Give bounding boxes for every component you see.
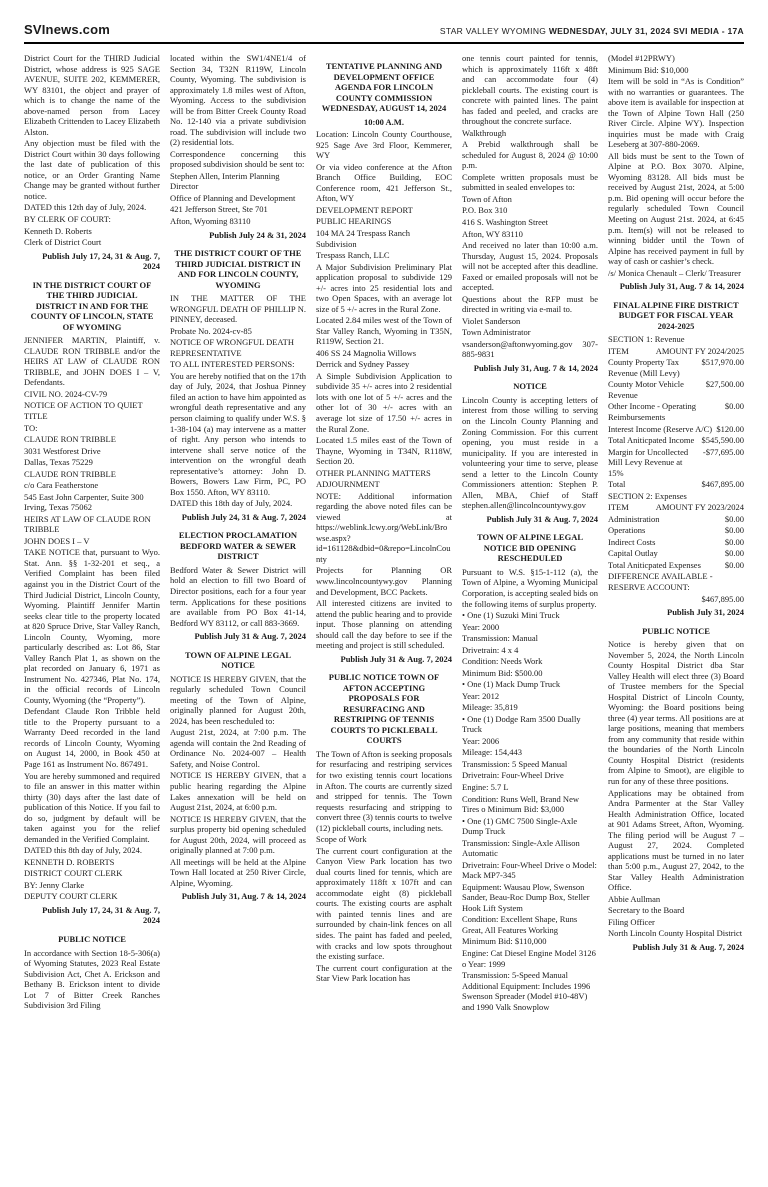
paragraph: The Town of Afton is seeking proposals for resurfacing and restriping services for two existing tennis court locations in Afton. The courts are currently sized and stripped for tennis. The Town requests resurfacing and stripping to convert three (3) tennis courts to twelve (12) pickleball courts, including nets. <box>316 748 452 833</box>
budget-row-value: $0.00 <box>724 401 744 412</box>
text-line: DIFFERENCE AVAILABLE - RESERVE ACCOUNT: <box>608 571 713 592</box>
paragraph: August 21st, 2024, at 7:00 p.m. The agenda will contain the 2nd Reading of Ordinance No. 2024-007 – Health Safety, and Noise Control. <box>170 727 306 769</box>
text-line: Violet Sanderson <box>462 315 521 326</box>
paragraph: A Major Subdivision Preliminary Plat application proposal to subdivide 129 +/- acres into 25 residential lots and two Open Spaces, with an average lot size of 5 +/- acres in the Rural Zone. <box>316 261 452 314</box>
text-line: Kenneth D. Roberts <box>24 225 92 236</box>
text-line: BY CLERK OF COURT: <box>24 213 111 224</box>
text-line: Equipment: Wausau Plow, Swenson Sander, Beau-Roc Dump Box, Steller Hook Lift System <box>462 881 590 913</box>
budget-row <box>608 447 744 479</box>
text-line: Derrick and Sydney Passey <box>316 359 410 370</box>
paragraph: Bedford Water & Sewer District will hold an election to fill two Board of Director positions, each for a four year term. Applications for these positions are available from PO Box 41-14, Bedford WY 83112, or call 883-3669. <box>170 564 306 628</box>
budget-row <box>608 401 744 422</box>
publish-line: Publish July 31, Aug. 7 & 14, 2024 <box>473 362 598 373</box>
text-line: Probate No. 2024-cv-85 <box>170 325 252 336</box>
paragraph: vsanderson@aftonwyoming.gov 307-885-9831 <box>462 338 598 360</box>
paragraph: The current court configuration at the Canyon View Park location has two dual courts lined for tennis, which are approximately 118ft x 107ft and can accommodate eight (8) pickleball courts. The existing courts are asphalt with painted tennis lines and are surrounded by chain-link fences on all sides. The paint has faded and peeled, with cracks and low spots throughout the existing surface. <box>316 845 452 962</box>
paragraph: Correspondence concerning this proposed subdivision should be sent to: <box>170 148 306 170</box>
paragraph: Questions about the RFP must be directed in writing via e-mail to. <box>462 293 598 315</box>
paragraph: Location: Lincoln County Courthouse, 925 Sage Ave 3rd Floor, Kemmerer, WY <box>316 129 452 161</box>
text-line: Minimum Bid: $10,000 <box>608 64 689 75</box>
paragraph: And received no later than 10:00 a.m. Thursday, August 15, 2024. Proposals will not be accepted after this deadline. Faxed or emailed proposals will not be accepted. <box>462 240 598 293</box>
paragraph: IN THE MATTER OF THE WRONGFUL DEATH OF PHILLIP N. PINNEY, deceased. <box>170 293 306 325</box>
budget-row <box>608 379 744 400</box>
text-line: Trespass Ranch, LLC <box>316 250 390 261</box>
notice-heading: FINAL ALPINE FIRE DISTRICT BUDGET FOR FISCAL YEAR 2024-2025 <box>613 299 739 331</box>
masthead-edition: SVI MEDIA - 17A <box>670 26 744 36</box>
paragraph: NOTE: Additional information regarding the above noted files can be viewed at https://weblink.lcwy.org/WebLink/Browse.aspx?id=161128&dbid=0&repo=LincolnCounty <box>316 490 452 564</box>
text-line: Filing Officer <box>608 916 655 927</box>
budget-row <box>608 514 744 525</box>
budget-row-label: ITEM <box>608 502 629 513</box>
notice-heading: TOWN OF ALPINE LEGAL NOTICE BID OPENING RESCHEDULED <box>476 532 584 564</box>
text-line: P.O. Box 310 <box>462 205 508 216</box>
column-4 <box>462 53 598 1161</box>
text-line: Transmission: 5 Speed Manual <box>462 758 568 769</box>
text-line: CLAUDE RON TRIBBLE <box>24 434 116 445</box>
paragraph: Projects for Planning OR www.lincolncountywy.gov Planning and Development, BCC Packets. <box>316 565 452 597</box>
text-line: Afton, WY 83110 <box>462 228 523 239</box>
text-line: Engine: Cat Diesel Engine Model 3126 o Year: 1999 <box>462 947 596 969</box>
budget-row-label: ITEM <box>608 345 629 356</box>
masthead-date: WEDNESDAY, JULY 31, 2024 <box>548 26 671 36</box>
budget-row-value: -$77,695.00 <box>702 446 744 457</box>
masthead-right <box>440 26 744 36</box>
budget-row-label: Total Aniticpated Income <box>608 435 695 446</box>
paragraph: All bids must be sent to the Town of Alpine at P.O. Box 3070. Alpine, Wyoming 83128. All bids must be received by August 21st, 2024, at 5:00 p.m. Bid opening will occur before the regularly scheduled Town Council Meeting on August 21st. 2024, at 6:45 p.m. Item(s) will not be released to winning bidder until the Town of Alpine has received payment in full by way of cash or cashier’s check. <box>608 150 744 267</box>
budget-row-label: Capital Outlay <box>608 548 658 559</box>
publish-line: Publish July 31 & Aug. 7, 2024 <box>486 513 598 524</box>
publish-line: Publish July 31 & Aug. 7, 2024 <box>340 653 452 664</box>
paragraph: NOTICE IS HEREBY GIVEN, that a public hearing regarding the Alpine Lakes annexation will be held on August 21st, 2024, at 6:00 p.m. <box>170 770 306 813</box>
text-line: NOTICE OF ACTION TO QUIET TITLE <box>24 400 143 421</box>
text-line: Walkthrough <box>462 127 507 138</box>
text-line: Office of Planning and Development <box>170 192 296 203</box>
site-title: SVInews.com <box>24 22 111 37</box>
paragraph: JENNIFER MARTIN, Plaintiff, v. CLAUDE RON TRIBBLE and/or the HEIRS AT LAW of CLAUDE RON TRIBBLE, and JOHN DOES I – V, Defendants. <box>24 335 160 388</box>
budget-row-value: $27,500.00 <box>705 379 744 390</box>
notice-heading: IN THE DISTRICT COURT OF THE THIRD JUDICIAL DISTRICT IN AND FOR THE COUNTY OF LINCOLN, STATE OF WYOMING <box>30 279 154 332</box>
paragraph: Complete written proposals must be submitted in sealed envelopes to: <box>462 171 598 193</box>
paragraph: one tennis court painted for tennis, which is approximately 116ft x 48ft and can accommodate four (4) pickleball courts. The existing court is concrete with painted lines. The paint has faded and peeled, and cracks are throughout the concrete surface. <box>462 53 598 127</box>
centered-line: 10:00 A.M. <box>364 116 404 127</box>
notice-heading: PUBLIC NOTICE TOWN OF AFTON ACCEPTING PROPOSALS FOR RESURFACING AND RESTRIPING OF TENNIS COURTS TO PICKLEBALL COURTS <box>328 672 440 746</box>
text-line: KENNETH D. ROBERTS <box>24 856 115 867</box>
publish-line: Publish July 31, Aug. 7 & 14, 2024 <box>619 281 744 292</box>
publish-line: Publish July 31 & Aug. 7, 2024 <box>632 941 744 952</box>
paragraph: Defendant Claude Ron Tribble held title to the Property pursuant to a Warranty Deed recorded in the land records of Lincoln County, Wyoming on August 14, 2000, in Book 450 at Page 161 as Instrument No. 867491. <box>24 706 160 769</box>
text-line: Dallas, Texas 75229 <box>24 457 93 468</box>
budget-row <box>608 424 744 435</box>
budget-row <box>608 479 744 490</box>
text-line: Drivetrain: Four-Wheel Drive o Model: Mack MP7-345 <box>462 859 597 881</box>
text-line: Transmission: Manual <box>462 633 538 644</box>
paragraph: Item will be sold in “As is Condition” with no warranties or guarantees. The above item is available for inspection at the Town of Alpine Town Hall (250 River Circle. Alpine WY). Inspection inquiries must be made with Craig Leseberg at 307-880-2069. <box>608 76 744 150</box>
text-line: • One (1) Suzuki Mini Truck <box>462 610 560 621</box>
paragraph: You are hereby notified that on the 17th day of July, 2024, that Joshua Pinney filed an action to have him appointed as wrongful death representative and any person claiming to qualify under W.S. § 1-38-104 (a) may intervene as a matter of right. Any person who intends to intervene shall serve notice of the intervention on the wrongful death representative’s attorney: John D. Bowers, Bowers Law Firm, PC, PO Box 1550. Afton, WY 83110. <box>170 370 306 497</box>
budget-row <box>608 502 744 513</box>
text-line: Transmission: Single-Axle Allison Automatic <box>462 837 580 859</box>
legal-notice-columns <box>24 53 744 1161</box>
budget-row-value: $545,590.00 <box>701 435 744 446</box>
paragraph: Or via video conference at the Afton Branch Office Building, EOC Conference room, 421 Jefferson St., Afton, WY <box>316 161 452 204</box>
text-line: Minimum Bid: $500.00 <box>462 667 543 678</box>
paragraph: /s/ Monica Chenault – Clerk/ Treasurer <box>608 267 741 278</box>
text-line: Condition: Needs Work <box>462 656 543 667</box>
budget-row <box>608 346 744 357</box>
text-line: North Lincoln County Hospital District <box>608 928 743 939</box>
text-line: BY: Jenny Clarke <box>24 879 85 890</box>
budget-row <box>608 560 744 571</box>
budget-row-label: Indirect Costs <box>608 536 656 547</box>
text-line: Minimum Bid: $110,000 <box>462 936 547 947</box>
paragraph: Located 1.5 miles east of the Town of Thayne, Wyoming in T34N, R118W, Section 20. <box>316 435 452 467</box>
notice-heading: THE DISTRICT COURT OF THE THIRD JUDICIAL DISTRICT IN AND FOR LINCOLN COUNTY, WYOMING <box>174 248 302 290</box>
paragraph: NOTICE IS HEREBY GIVEN, that the regularly scheduled Town Council meeting of the Town of Alpine, originally planned for August 20th, 2024, has been rescheduled to: <box>170 673 306 726</box>
budget-row-label: Interest Income (Reserve A/C) <box>608 423 713 434</box>
paragraph: located within the SW1/4NE1/4 of Section 34, T32N R119W, Lincoln County, Wyoming. The subdivision is approximately 1.8 miles west of Afton, Wyoming. Access to the subdivision will be from Bitter Creek County Road No. 12-140 via a private subdivision road. The subdivision will include two (2) residential lots. <box>170 53 306 148</box>
text-line: Engine: 5.7 L <box>462 782 509 792</box>
budget-row-label: Total <box>608 479 626 490</box>
paragraph: The current court configuration at the Star View Park location has <box>316 962 452 984</box>
notice-heading: NOTICE <box>513 381 547 392</box>
notice-heading: ELECTION PROCLAMATION BEDFORD WATER & SEWER DISTRICT <box>178 530 298 562</box>
text-line: c/o Cara Featherstone <box>24 480 99 491</box>
text-line: DEPUTY COURT CLERK <box>24 891 118 902</box>
budget-row-label: Total Aniticpated Expenses <box>608 559 701 570</box>
paragraph: District Court for the THIRD Judicial District, whose address is 925 SAGE AVENUE, SUITE 202, KEMMERER, WY 83101, the object and prayer of which is to change the name of the above-named person from Lacey Elizabeth Crittenden to Lacey Elizabeth Alston. <box>24 53 160 137</box>
text-line: DEVELOPMENT REPORT <box>316 204 413 215</box>
text-line: 3031 Westforest Drive <box>24 445 101 456</box>
text-line: Drivetrain: Four-Wheel Drive <box>462 770 564 781</box>
budget-row-label: Operations <box>608 525 646 536</box>
text-line: Condition: Excellent Shape, Runs Great, All Features Working <box>462 914 578 935</box>
budget-row-label: County Property Tax Revenue (Mill Levy) <box>608 357 680 378</box>
text-line: Town Administrator <box>462 327 531 338</box>
publish-line: Publish July 31 & Aug. 7, 2024 <box>194 631 306 642</box>
publish-line: Publish July 31, Aug. 7 & 14, 2024 <box>181 891 306 902</box>
publish-line: Publish July 24 & 31, 2024 <box>209 229 306 240</box>
paragraph: NOTICE IS HEREBY GIVEN, that the surplus property bid opening scheduled for August 20th, 2024, will proceed as originally planned at 7:00 p.m. <box>170 813 306 856</box>
notice-heading: TOWN OF ALPINE LEGAL NOTICE <box>184 649 292 671</box>
text-line: Transmission: 5-Speed Manual Additional Equipment: Includes 1996 Swenson Spreader (Model #10-48V) and 1990 Valk Snowplow <box>462 970 591 1012</box>
publish-line: Publish July 17, 24, 31 & Aug. 7, 2024 <box>42 904 160 926</box>
publish-line: Publish July 24, 31 & Aug. 7, 2024 <box>181 511 306 522</box>
text-line: CIVIL NO. 2024-CV-79 <box>24 388 108 399</box>
text-line: 406 SS 24 Magnolia Willows <box>316 347 417 358</box>
text-line: JOHN DOES I – V <box>24 535 90 546</box>
text-line: DISTRICT COURT CLERK <box>24 868 123 879</box>
paragraph: A Prebid walkthrough shall be scheduled for August 8, 2024 @ 10:00 p.m. <box>462 139 598 171</box>
text-line: • One (1) GMC 7500 Single-Axle Dump Truck <box>462 815 578 837</box>
budget-row-value: AMOUNT FY 2023/2024 <box>655 502 744 513</box>
budget-row-value: $0.00 <box>724 559 744 570</box>
text-line: • One (1) Dodge Ram 3500 Dually Truck <box>462 713 581 735</box>
text-line: • One (1) Mack Dump Truck <box>462 679 561 690</box>
budget-row-value: $467,895.00 <box>701 479 744 490</box>
text-line: NOTICE OF WRONGFUL DEATH REPRESENTATIVE <box>170 337 294 358</box>
text-line: OTHER PLANNING MATTERS <box>316 467 431 478</box>
text-line: 545 East John Carpenter, Suite 300 Irving, Texas 75062 <box>24 491 144 513</box>
budget-row <box>608 537 744 548</box>
text-line: (Model #12PRWY) <box>608 53 675 63</box>
column-1 <box>24 53 160 1161</box>
budget-row-value: AMOUNT FY 2024/2025 <box>655 345 744 356</box>
publish-line: Publish July 17, 24, 31 & Aug. 7, 2024 <box>42 250 160 272</box>
paragraph: All meetings will be held at the Alpine Town Hall located at 250 River Circle, Alpine, Wyoming. <box>170 856 306 888</box>
notice-heading: PUBLIC NOTICE <box>58 933 126 944</box>
text-line: 104 MA 24 Trespass Ranch Subdivision <box>316 227 410 249</box>
text-line: PUBLIC HEARINGS <box>316 216 392 227</box>
text-line: DATED this 18th day of July, 2024. <box>170 498 293 509</box>
paragraph: You are hereby summoned and required to file an answer in this matter within thirty (30) days after the last date of publication of this Notice. If you fail to do so, judgment by default will be taken against you for the relief demanded in the Verified Complaint. <box>24 770 160 844</box>
text-line: TO ALL INTERESTED PERSONS: <box>170 359 295 370</box>
column-5 <box>608 53 744 1161</box>
budget-row <box>608 357 744 378</box>
masthead <box>24 22 744 44</box>
paragraph: Any objection must be filed with the District Court within 30 days following the last date of publication of this notice, or an Order Granting Name Change may be granted without further notice. <box>24 138 160 201</box>
budget-row-value: $517,970.00 <box>701 357 744 368</box>
text-line: CLAUDE RON TRIBBLE <box>24 468 116 479</box>
text-line: HEIRS AT LAW OF CLAUDE RON TRIBBLE <box>24 513 151 535</box>
paragraph: Located 2.84 miles west of the Town of Star Valley Ranch, Wyoming in T35N, R119W, Section 21. <box>316 315 452 347</box>
budget-row-label: Administration <box>608 513 660 524</box>
text-line: Year: 2006 <box>462 735 500 746</box>
text-line: 416 S. Washington Street <box>462 216 549 227</box>
text-line: Town of Afton <box>462 193 512 204</box>
notice-heading: PUBLIC NOTICE <box>642 625 710 636</box>
budget-row <box>608 525 744 536</box>
publish-line: Publish July 31, 2024 <box>667 607 744 618</box>
text-line: TO: <box>24 422 38 433</box>
paragraph: Notice is hereby given that on November 5, 2024, the North Lincoln County Hospital District dba Star Valley Health will elect three (3) Board of Trustee members for the Special Hospital District of Lincoln County, Wyoming: the Board positions being three (4) year terms. All positions are at large positions, meaning that members from any community that reside within the boundaries of the North Lincoln County Hospital District (residents from Alpine to Smoot), are eligible to run for any of these three positions. <box>608 639 744 786</box>
paragraph: Lincoln County is accepting letters of interest from those willing to serving on the Lincoln County Planning and Zoning Commission. For this current opening, you must reside in a municipality. If you are interested in volunteering your time to serve, please send a letter to the Lincoln County Commissioners attention: Stephen P. Allen, MBA, Chief of Staff stephen.allen@lincolncountywy.gov <box>462 394 598 511</box>
text-line: Drivetrain: 4 x 4 <box>462 644 519 655</box>
paragraph: A Simple Subdivision Application to subdivide 35 +/- acres into 2 residential lots with one lot of 5 +/- acres and the other lot of 30 +/- acres with an average lot size of 17.50 +/- acres in the Rural Zone. <box>316 370 452 434</box>
budget-row-value: $0.00 <box>724 513 744 524</box>
budget-row <box>608 435 744 446</box>
notice-heading: TENTATIVE PLANNING AND DEVELOPMENT OFFICE AGENDA FOR LINCOLN COUNTY COMMISSION WEDNESDAY, AUGUST 14, 2024 <box>321 61 447 114</box>
text-line: 421 Jefferson Street, Ste 701 <box>170 204 268 215</box>
text-line: Year: 2000 <box>462 621 500 632</box>
text-line: SECTION 1: Revenue <box>608 334 685 345</box>
text-line: DATED this 12th day of July, 2024. <box>24 202 147 213</box>
column-2 <box>170 53 306 1161</box>
text-line: Abbie Aullman <box>608 893 661 904</box>
paragraph: Pursuant to W.S. §15-1-112 (a), the Town of Alpine, a Wyoming Municipal Corporation, is accepting sealed bids on the following items of surplus property. <box>462 566 598 609</box>
budget-row-label: Margin for Uncollected Mill Levy Revenue at 15% <box>608 446 689 478</box>
budget-row-value: $120.00 <box>716 423 744 434</box>
budget-row-value: $0.00 <box>724 548 744 559</box>
text-line: Stephen Allen, Interim Planning Director <box>170 170 280 192</box>
paragraph: Applications may be obtained from Andra Parmenter at the Star Valley Health Administration Office, located at 901 Adams Street, Afton, Wyoming. The filing period will be August 7 – August 27, 2024. Completed applications must be turned in no later than 5:00 p.m., August 27, 2042, to the Star Valley Health Administration Office. <box>608 787 744 893</box>
paragraph: All interested citizens are invited to attend the public hearing and to provide input. Those planning on attending should call the day before to see if the meeting and project is still scheduled. <box>316 598 452 651</box>
budget-row-label: Other Income - Operating Reimbursements <box>608 401 697 422</box>
budget-row-value: $0.00 <box>724 525 744 536</box>
text-line: Scope of Work <box>316 834 367 845</box>
text-line: ADJOURNMENT <box>316 479 380 490</box>
text-line: Mileage: 35,819 <box>462 702 518 713</box>
amount-line: $467,895.00 <box>701 593 744 604</box>
text-line: Afton, Wyoming 83110 <box>170 215 251 226</box>
budget-row <box>608 548 744 559</box>
budget-row-label: County Motor Vehicle Revenue <box>608 379 684 400</box>
text-line: Clerk of District Court <box>24 237 102 248</box>
text-line: SECTION 2: Expenses <box>608 490 687 501</box>
text-line: Mileage: 154,443 <box>462 747 522 758</box>
text-line: Secretary to the Board <box>608 905 685 916</box>
text-line: DATED this 8th day of July, 2024. <box>24 845 142 856</box>
text-line: Condition: Runs Well, Brand New Tires o Minimum Bid: $3,000 <box>462 793 579 815</box>
masthead-location: STAR VALLEY WYOMING <box>439 26 549 36</box>
paragraph: In accordance with Section 18-5-306(a) of Wyoming Statutes, 2023 Real Estate Subdivision Act, Chet A. Erickson and Bethany B. Erickson intent to divide Lot 7 of Bitter Creek Ranches Subdivision 3rd Filing <box>24 947 160 1011</box>
budget-row-value: $0.00 <box>724 536 744 547</box>
text-line: Year: 2012 <box>462 690 500 701</box>
paragraph: TAKE NOTICE that, pursuant to Wyo. Stat. Ann. §§ 1-32-201 et seq., a Verified Complaint has been filed against you in the District Court of the Third Judicial District, Lincoln County, Wyoming. Plaintiff Jennifer Martin seeks clear title to the property located at 820 Spruce Drive, Star Valley Ranch, Lincoln County, Wyoming, more particularly described as: Lot 86, Star Valley Ranch Plat 1, as shown on the plat recorded on January 6, 1971 as Instrument No. 427346, Plat No. 174, in the official records of Lincoln County, Wyoming (the “Property”). <box>24 547 160 705</box>
column-3 <box>316 53 452 1161</box>
